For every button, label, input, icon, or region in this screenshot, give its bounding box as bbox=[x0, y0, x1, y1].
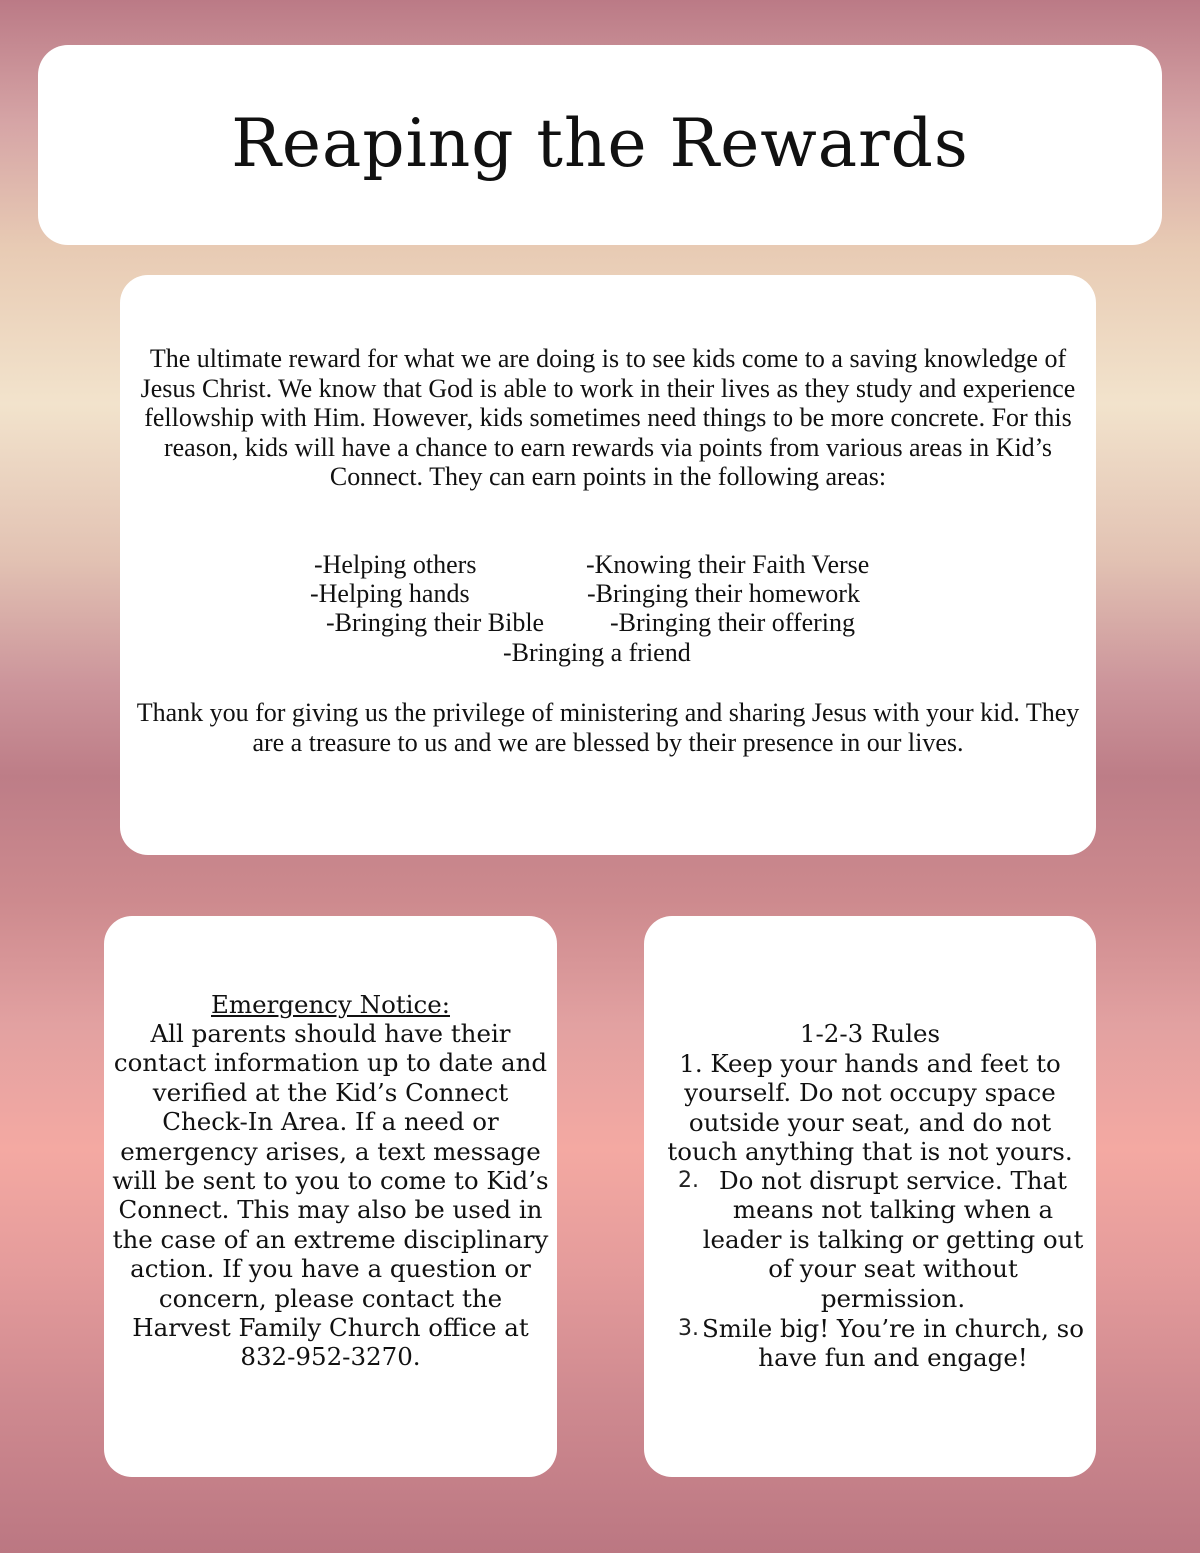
thank-you-text: Thank you for giving us the privilege of ministering and sharing Jesus with your kid. They are a treasure to us and we are blessed by their presence in our lives. bbox=[136, 698, 1080, 757]
rule-3-number: 3. bbox=[678, 1316, 699, 1341]
reward-area-bible: -Bringing their Bible bbox=[326, 608, 545, 637]
reward-area-helping-others: -Helping others bbox=[314, 550, 477, 579]
rule-2-text: Do not disrupt service. That means not talking when a leader is talking or getting out of your seat without permission. bbox=[702, 1166, 1084, 1313]
rule-2-number: 2. bbox=[678, 1168, 699, 1193]
reward-area-offering: -Bringing their offering bbox=[610, 608, 856, 637]
rule-1-text: 1. Keep your hands and feet to yourself. Do not occupy space outside your seat, and do not touch anything that is not yours. bbox=[667, 1049, 1073, 1167]
emergency-notice-body: All parents should have their contact information up to date and verified at the Kid’s Connect Check-In Area. If a need or emergency arises, a text message will be sent to you to come to Kid’s Connect. This may also be used in the case of an extreme disciplinary action. If you have a question or concern, please contact the Harvest Family Church office at 832-952-3270. bbox=[112, 1019, 549, 1372]
page-title: Reaping the Rewards bbox=[231, 105, 969, 182]
emergency-notice-heading: Emergency Notice: bbox=[211, 990, 450, 1019]
rules-heading: 1-2-3 Rules bbox=[799, 1019, 941, 1048]
rule-3-text: Smile big! You’re in church, so have fun and engage! bbox=[702, 1314, 1084, 1373]
reward-area-helping-hands: -Helping hands bbox=[310, 579, 470, 608]
rewards-intro-text: The ultimate reward for what we are doing is to see kids come to a saving knowledge of Jesus Christ. We know that God is able to work in their lives as they study and experience fellowship with Him. However, kids sometimes need things to be more concrete. For this reason, kids will have a chance to earn rewards via points from various areas in Kid’s Connect. They can earn points in the following areas: bbox=[140, 344, 1076, 491]
reward-area-friend: -Bringing a friend bbox=[503, 638, 691, 667]
reward-area-faith-verse: -Knowing their Faith Verse bbox=[586, 550, 870, 579]
reward-area-homework: -Bringing their homework bbox=[587, 579, 860, 608]
